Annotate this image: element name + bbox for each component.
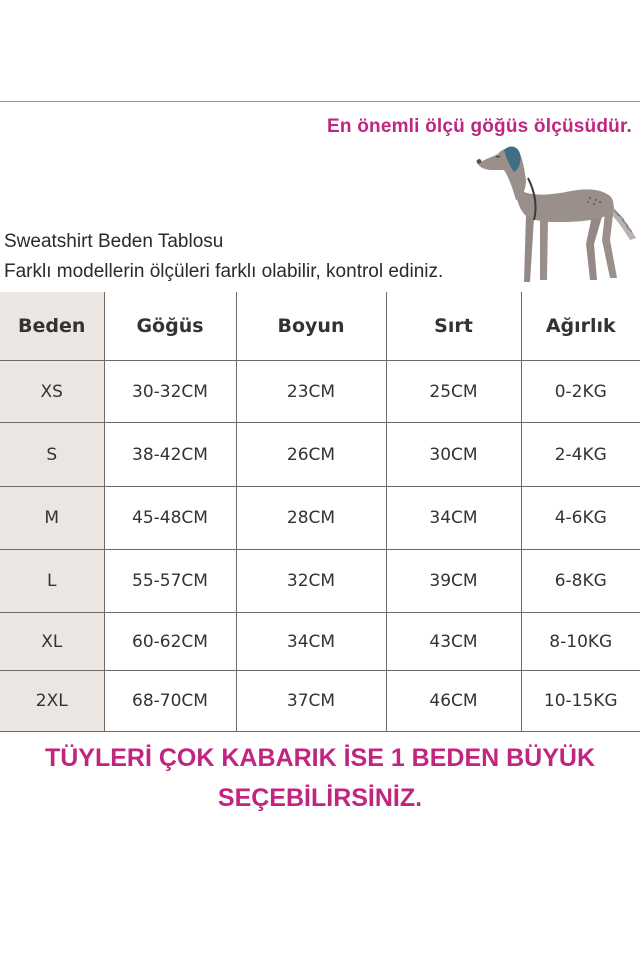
size-cell: M <box>0 487 104 550</box>
dog-icon <box>468 140 640 288</box>
chest-cell: 45-48CM <box>104 487 236 550</box>
bottom-warning-line2: SEÇEBİLİRSİNİZ. <box>217 784 423 812</box>
size-table <box>0 292 640 732</box>
weight-cell: 8-10KG <box>521 613 640 671</box>
table-header-row <box>0 292 640 361</box>
weight-cell: 0-2KG <box>521 361 640 423</box>
table-title: Sweatshirt Beden Tablosu <box>4 231 224 252</box>
neck-cell: 26CM <box>236 423 386 487</box>
size-cell: XL <box>0 613 104 671</box>
table-row <box>0 423 640 487</box>
neck-cell: 32CM <box>236 550 386 613</box>
table-row <box>0 361 640 423</box>
top-divider <box>0 101 640 102</box>
table-note: Farklı modellerin ölçüleri farklı olabilir, kontrol ediniz. <box>4 261 444 282</box>
chest-cell: 68-70CM <box>104 671 236 732</box>
size-cell: 2XL <box>0 671 104 732</box>
header-agirlik: Ağırlık <box>521 292 640 361</box>
neck-cell: 34CM <box>236 613 386 671</box>
table-row <box>0 671 640 732</box>
back-cell: 30CM <box>386 423 521 487</box>
back-cell: 43CM <box>386 613 521 671</box>
back-cell: 34CM <box>386 487 521 550</box>
header-boyun: Boyun <box>236 292 386 361</box>
header-beden: Beden <box>0 292 104 361</box>
back-cell: 39CM <box>386 550 521 613</box>
size-cell: L <box>0 550 104 613</box>
bottom-warning <box>0 738 640 818</box>
table-row <box>0 613 640 671</box>
table-row <box>0 487 640 550</box>
neck-cell: 28CM <box>236 487 386 550</box>
neck-cell: 37CM <box>236 671 386 732</box>
chest-cell: 60-62CM <box>104 613 236 671</box>
chest-cell: 38-42CM <box>104 423 236 487</box>
bottom-warning-line1: TÜYLERİ ÇOK KABARIK İSE 1 BEDEN BÜYÜK <box>44 744 596 772</box>
weight-cell: 10-15KG <box>521 671 640 732</box>
table-row <box>0 550 640 613</box>
weight-cell: 4-6KG <box>521 487 640 550</box>
neck-cell: 23CM <box>236 361 386 423</box>
size-cell: S <box>0 423 104 487</box>
back-cell: 46CM <box>386 671 521 732</box>
weight-cell: 2-4KG <box>521 423 640 487</box>
chest-cell: 55-57CM <box>104 550 236 613</box>
header-sirt: Sırt <box>386 292 521 361</box>
weight-cell: 6-8KG <box>521 550 640 613</box>
size-cell: XS <box>0 361 104 423</box>
header-gogus: Göğüs <box>104 292 236 361</box>
back-cell: 25CM <box>386 361 521 423</box>
important-note: En önemli ölçü göğüs ölçüsüdür. <box>327 116 632 137</box>
chest-cell: 30-32CM <box>104 361 236 423</box>
